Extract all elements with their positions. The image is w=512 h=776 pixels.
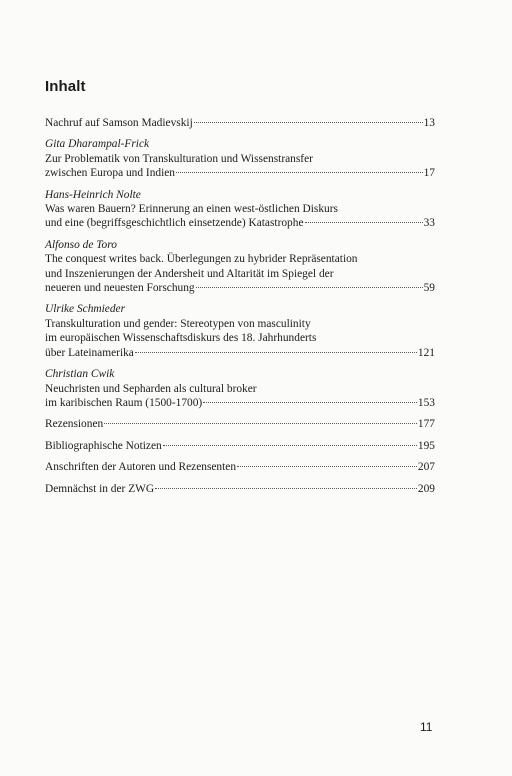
toc-entry	[45, 367, 435, 410]
dot-leader	[237, 466, 417, 467]
toc-entry-title-text: und eine (begriffsgeschichtlich einsetzende) Katastrophe	[45, 217, 304, 230]
toc-entry-page: 195	[417, 439, 435, 452]
toc-entry-page: 59	[423, 282, 435, 295]
toc-entry-title-line	[45, 460, 435, 474]
toc-entry-title-line	[45, 346, 435, 360]
toc-entry-title-line: The conquest writes back. Überlegungen zu hybrider Repräsentation	[45, 253, 358, 266]
toc-entry-title-line	[45, 439, 435, 453]
toc-entry-title-line	[45, 396, 435, 410]
toc-entry-author: Christian Cwik	[45, 368, 115, 381]
toc-entry	[45, 302, 435, 360]
toc-entry	[45, 439, 435, 453]
toc-entry-author: Ulrike Schmieder	[45, 303, 126, 316]
toc-heading: Inhalt	[45, 78, 86, 95]
toc-entry-title-line	[45, 166, 435, 180]
toc-entry-page: 17	[423, 167, 435, 180]
toc-entry-title-line: Was waren Bauern? Erinnerung an einen west-östlichen Diskurs	[45, 203, 338, 216]
toc-entry-title-text: zwischen Europa und Indien	[45, 167, 176, 180]
dot-leader	[305, 222, 423, 223]
toc-entry-page: 121	[417, 346, 435, 359]
toc-entry-title-text: Anschriften der Autoren und Rezensenten	[45, 461, 237, 474]
toc-entry-page: 153	[417, 396, 435, 409]
page-number: 11	[420, 720, 433, 734]
dot-leader	[104, 423, 417, 424]
toc-entry-title-line	[45, 216, 435, 230]
toc-entry-title-text: im karibischen Raum (1500-1700)	[45, 396, 203, 409]
dot-leader	[135, 352, 417, 353]
toc-entry-title-text: Bibliographische Notizen	[45, 439, 162, 452]
toc-entry-title-text: Nachruf auf Samson Madievskij	[45, 117, 193, 129]
dot-leader	[176, 172, 423, 173]
toc-entry	[45, 137, 435, 180]
toc-entry-page: 177	[417, 418, 435, 431]
toc-entry-title-line: im europäischen Wissenschaftsdiskurs des 18. Jahrhunderts	[45, 332, 317, 345]
toc-entry	[45, 116, 435, 130]
toc-entry-title-text: neueren und neuesten Forschung	[45, 282, 195, 295]
toc-entry-title-line	[45, 482, 435, 496]
dot-leader	[155, 488, 417, 489]
toc-entry	[45, 238, 435, 296]
toc-entry-title-text: Demnächst in der ZWG	[45, 482, 155, 495]
toc-entry-title-text: über Lateinamerika	[45, 346, 134, 359]
dot-leader	[203, 402, 417, 403]
toc-entry-page: 207	[417, 461, 435, 474]
toc-entry-title-line	[45, 417, 435, 431]
toc-entry	[45, 417, 435, 431]
toc-entry-page: 209	[417, 482, 435, 495]
toc-entry-author: Alfonso de Toro	[45, 238, 117, 251]
dot-leader	[196, 287, 423, 288]
dot-leader	[163, 445, 417, 446]
toc-entry-title-line: Zur Problematik von Transkulturation und Wissenstransfer	[45, 152, 313, 165]
toc-entry	[45, 460, 435, 474]
toc-entry-title-line: Transkulturation und gender: Stereotypen von masculinity	[45, 317, 311, 330]
toc-entry	[45, 482, 435, 496]
toc-entry-title-line: Neuchristen und Sepharden als cultural broker	[45, 382, 257, 395]
dot-leader	[194, 122, 423, 123]
toc-entry-title-line	[45, 116, 435, 130]
toc-entry-title-line: und Inszenierungen der Andersheit und Altarität im Spiegel der	[45, 267, 334, 280]
toc-entry	[45, 188, 435, 231]
toc-entry-page: 33	[423, 217, 435, 230]
toc-entry-title-line	[45, 281, 435, 295]
table-of-contents	[45, 116, 435, 496]
toc-entry-title-text: Rezensionen	[45, 418, 104, 431]
toc-entry-page: 13	[423, 117, 435, 129]
toc-entry-author: Hans-Heinrich Nolte	[45, 188, 141, 201]
toc-entry-author: Gita Dharampal-Frick	[45, 138, 150, 151]
